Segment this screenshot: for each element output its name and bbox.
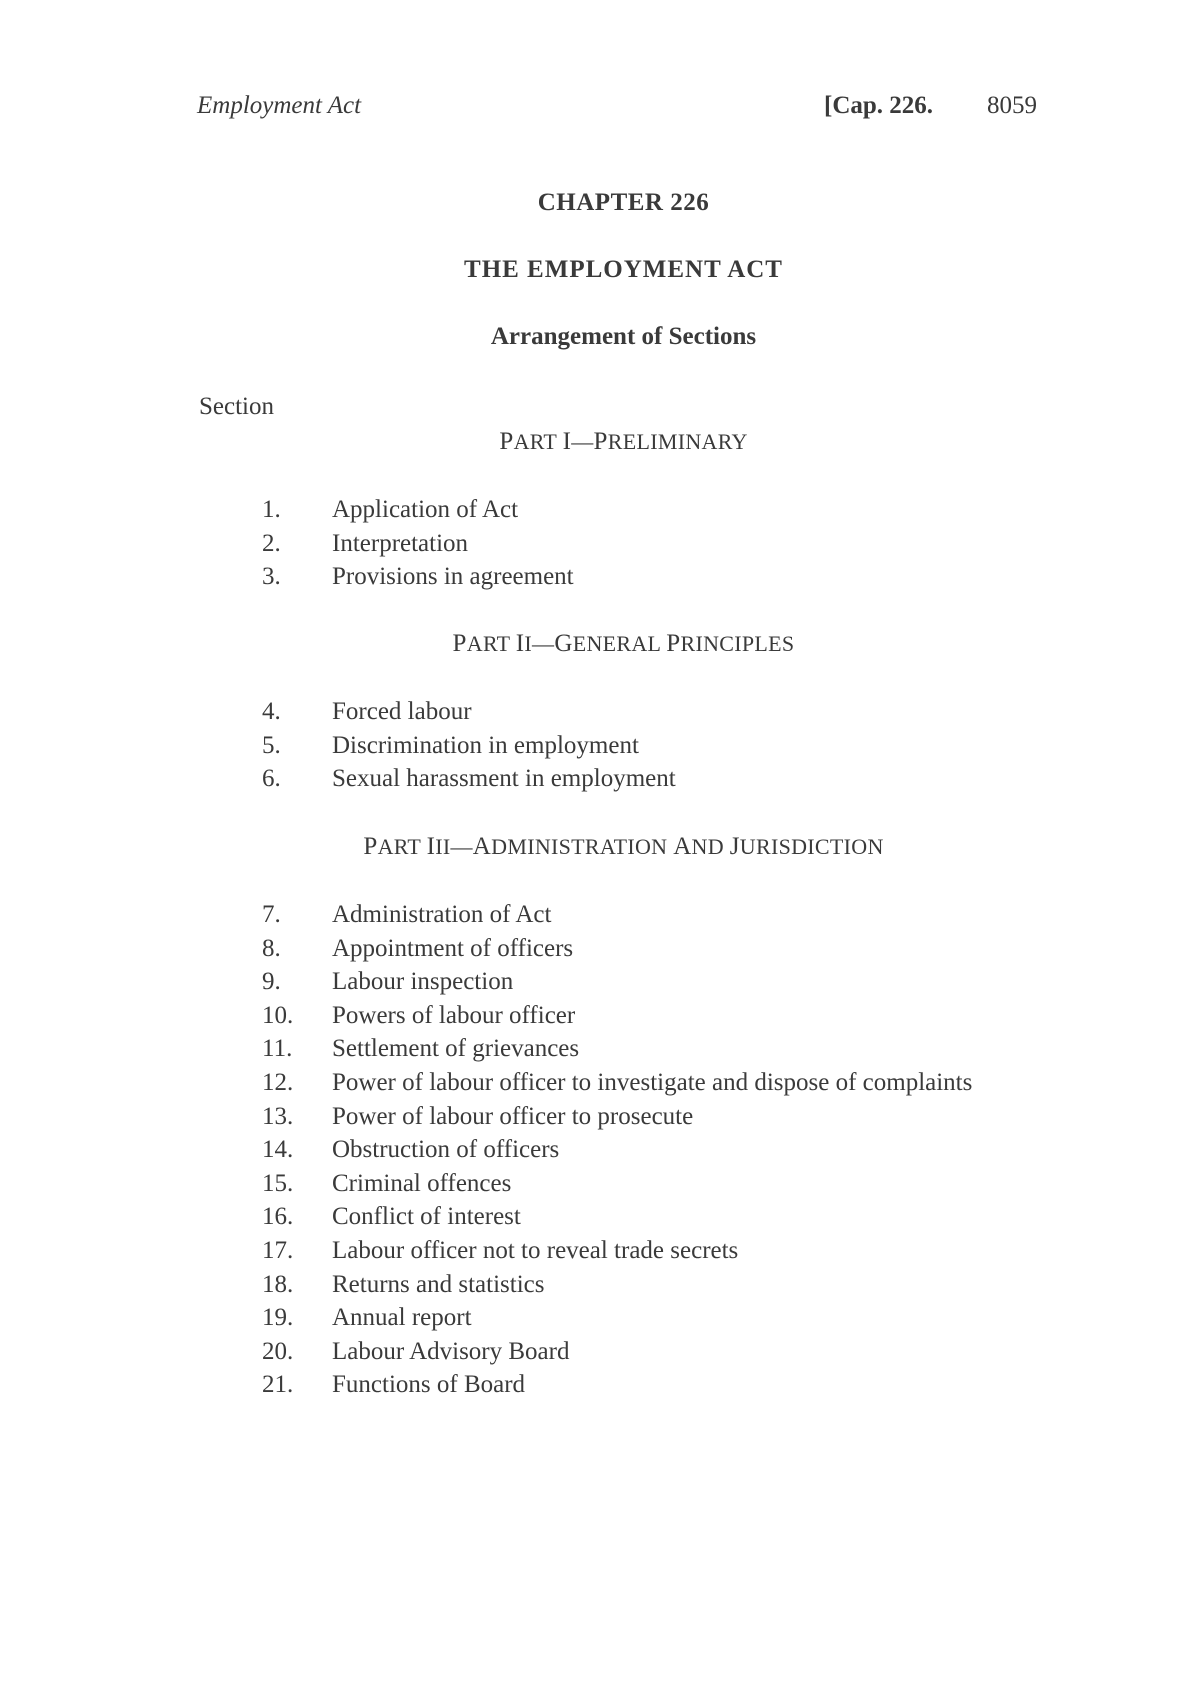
- section-number: 6.: [262, 765, 281, 793]
- section-number: 18.: [262, 1270, 294, 1298]
- section-title: Returns and statistics: [332, 1270, 545, 1298]
- section-number: 11.: [262, 1035, 293, 1063]
- section-title: Annual report: [332, 1304, 472, 1332]
- section-title: Conflict of interest: [332, 1203, 521, 1231]
- section-entry: [0, 1301, 1200, 1335]
- section-number: 20.: [262, 1337, 294, 1365]
- section-title: Labour inspection: [332, 968, 514, 996]
- section-title: Power of labour officer to investigate and dispose of complaints: [332, 1068, 973, 1096]
- section-entry: [0, 1167, 1200, 1201]
- act-title: THE EMPLOYMENT ACT: [464, 256, 783, 283]
- section-number: 13.: [262, 1102, 294, 1130]
- section-number: 2.: [262, 529, 281, 557]
- arrangement-heading: Arrangement of Sections: [490, 323, 757, 350]
- section-list: [0, 695, 1200, 796]
- section-title: Discrimination in employment: [332, 731, 639, 759]
- section-title: Labour Advisory Board: [332, 1337, 570, 1365]
- section-number: 14.: [262, 1136, 294, 1164]
- section-number: 1.: [262, 496, 281, 523]
- part-heading: PART II—GENERAL PRINCIPLES: [452, 630, 795, 657]
- running-head: [197, 92, 1047, 128]
- section-entry: [0, 1066, 1200, 1100]
- chapter-heading: CHAPTER 226: [537, 189, 710, 216]
- section-number: 5.: [262, 731, 281, 759]
- section-number: 7.: [262, 901, 281, 928]
- section-entry: [0, 1268, 1200, 1302]
- section-number: 12.: [262, 1068, 294, 1096]
- section-title: Functions of Board: [332, 1371, 526, 1399]
- running-head-chapter: [Cap. 226.: [824, 92, 934, 119]
- section-title: Obstruction of officers: [332, 1136, 560, 1164]
- section-entry: [0, 1133, 1200, 1167]
- section-title: Power of labour officer to prosecute: [332, 1102, 694, 1130]
- section-number: 10.: [262, 1001, 294, 1029]
- section-title: Administration of Act: [332, 901, 552, 928]
- section-title: Sexual harassment in employment: [332, 765, 676, 793]
- section-title: Application of Act: [332, 496, 519, 523]
- section-title: Powers of labour officer: [332, 1001, 576, 1029]
- section-entry: [0, 493, 1200, 527]
- section-entry: [0, 1335, 1200, 1369]
- section-title: Settlement of grievances: [332, 1035, 580, 1063]
- section-number: 17.: [262, 1236, 294, 1264]
- section-number: 15.: [262, 1169, 294, 1197]
- section-number: 3.: [262, 563, 281, 591]
- section-number: 9.: [262, 968, 281, 996]
- section-number: 19.: [262, 1304, 294, 1332]
- section-number: 8.: [262, 934, 281, 962]
- section-entry: [0, 999, 1200, 1033]
- section-entry: [0, 560, 1200, 594]
- section-entry: [0, 729, 1200, 763]
- part-heading: PART III—ADMINISTRATION AND JURISDICTION: [363, 833, 884, 860]
- section-title: Appointment of officers: [332, 934, 574, 962]
- section-entry: [0, 1200, 1200, 1234]
- section-entry: [0, 762, 1200, 796]
- section-number: 16.: [262, 1203, 294, 1231]
- section-entry: [0, 1100, 1200, 1134]
- section-title: Forced labour: [332, 698, 472, 725]
- section-entry: [0, 527, 1200, 561]
- section-title: Provisions in agreement: [332, 563, 574, 591]
- section-title: Criminal offences: [332, 1169, 512, 1197]
- section-list: [0, 898, 1200, 1402]
- part-heading: PART I—PRELIMINARY: [499, 428, 748, 455]
- section-number: 4.: [262, 698, 281, 725]
- section-title: Interpretation: [332, 529, 469, 557]
- page-number: 8059: [987, 92, 1037, 119]
- section-entry: [0, 695, 1200, 729]
- section-entry: [0, 1032, 1200, 1066]
- section-entry: [0, 1234, 1200, 1268]
- section-title: Labour officer not to reveal trade secrets: [332, 1236, 739, 1264]
- section-entry: [0, 932, 1200, 966]
- running-head-title: Employment Act: [197, 92, 362, 119]
- section-entry: [0, 1368, 1200, 1402]
- section-number: 21.: [262, 1371, 294, 1399]
- section-entry: [0, 965, 1200, 999]
- section-column-label: Section: [199, 393, 274, 420]
- section-list: [0, 493, 1200, 594]
- section-entry: [0, 898, 1200, 932]
